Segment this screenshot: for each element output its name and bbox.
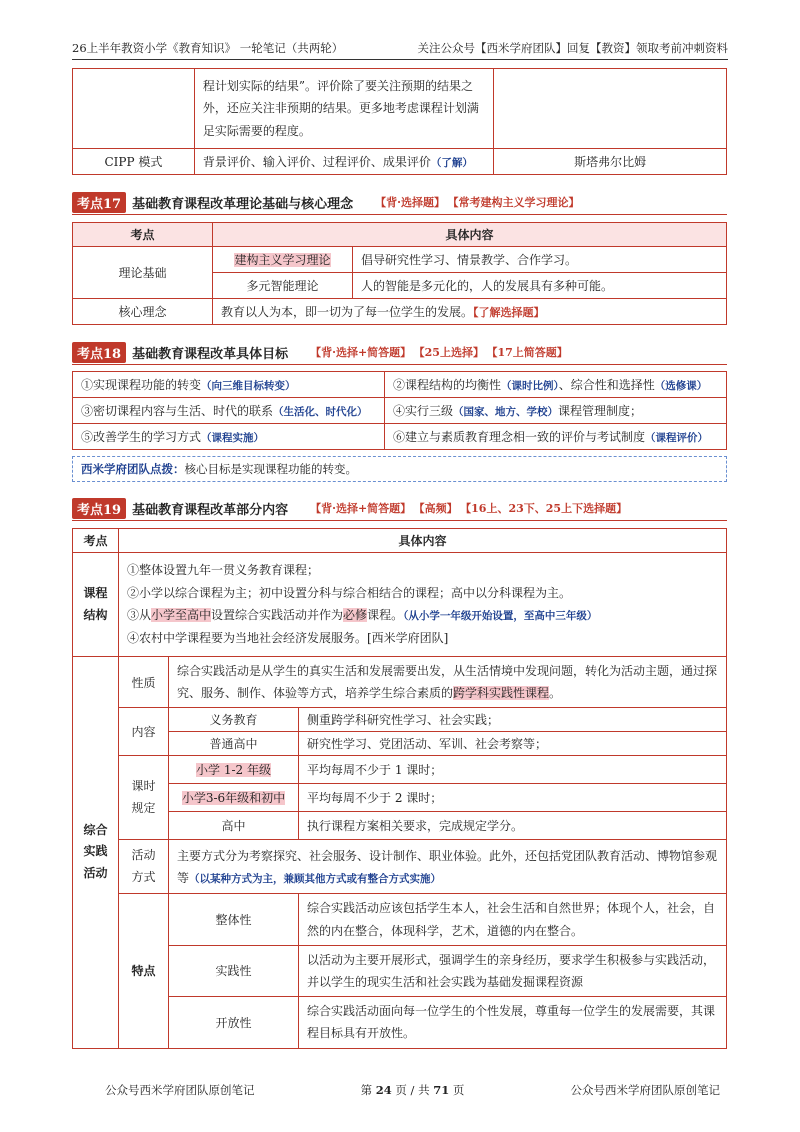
tip-box	[72, 456, 727, 482]
cipp-name: CIPP 模式	[73, 149, 195, 175]
footer-left: 公众号西米学府团队原创笔记	[105, 1083, 255, 1097]
section-17-tag: 考点17	[72, 192, 126, 213]
section-17-rule	[72, 214, 727, 215]
section-19-rule	[72, 520, 727, 521]
content-label: 内容	[119, 708, 169, 756]
content-level-2: 普通高中	[169, 732, 299, 756]
mode-label: 活动方式	[119, 840, 169, 894]
mode-text: 主要方式分为考察探究、社会服务、设计制作、职业体验。此外，还包括党团队教育活动、博物馆参观等（以某种方式为主，兼顾其他方式或有整合方式实施）	[169, 840, 727, 894]
continued-text: 程计划实际的结果”。评价除了要关注预期的结果之外，还应关注非预期的结果。更多地考虑课程计划满足实际需要的程度。	[194, 69, 494, 149]
core-idea-label: 核心理念	[73, 299, 213, 325]
goal-3: ③密切课程内容与生活、时代的联系（生活化、时代化）	[73, 398, 385, 424]
section-17-title: 基础教育课程改革理论基础与核心理念	[132, 196, 354, 212]
section-17-hints: 【背·选择题】 【常考建构主义学习理论】	[375, 196, 580, 209]
feature-name-2: 实践性	[169, 945, 299, 996]
content-desc-1: 侧重跨学科研究性学习、社会实践；	[299, 708, 727, 732]
footer-right: 公众号西米学府团队原创笔记	[570, 1083, 720, 1097]
nature-text: 综合实践活动是从学生的真实生活和发展需要出发，从生活情境中发现问题，转化为活动主题，通过探究、服务、制作、体验等方式，培养学生综合素质的跨学科实践性课程。	[169, 657, 727, 708]
hours-desc-2: 平均每周不少于 2 课时；	[299, 784, 727, 812]
tip-label: 西米学府团队点拨：	[81, 462, 185, 476]
feature-desc-3: 综合实践活动面向每一位学生的个性发展，尊重每一位学生的发展需要，其课程目标具有开放性。	[299, 997, 727, 1048]
col-head-2: 具体内容	[119, 529, 727, 553]
hours-level-3: 高中	[169, 812, 299, 840]
section-19-table	[72, 528, 727, 1049]
section-18-tag: 考点18	[72, 342, 126, 363]
section-17-heading	[72, 192, 587, 212]
section-19-tag: 考点19	[72, 498, 126, 519]
structure-label: 课程结构	[73, 553, 119, 657]
cipp-desc: 背景评价、输入评价、过程评价、成果评价（了解）	[194, 149, 494, 175]
section-18-heading	[72, 342, 576, 362]
hours-level-1: 小学 1-2 年级	[169, 756, 299, 784]
col-head-1: 考点	[73, 529, 119, 553]
section-17-table	[72, 222, 727, 325]
structure-content	[119, 553, 727, 657]
feature-name-3: 开放性	[169, 997, 299, 1048]
section-18-title: 基础教育课程改革具体目标	[132, 346, 289, 362]
goal-6: ⑥建立与素质教育理念相一致的评价与考试制度（课程评价）	[385, 424, 727, 450]
goal-5: ⑤改善学生的学习方式（课程实施）	[73, 424, 385, 450]
core-idea-desc: 教育以人为本，即一切为了每一位学生的发展。【了解选择题】	[213, 299, 727, 325]
page-header	[72, 40, 728, 60]
section-18-rule	[72, 364, 727, 365]
goal-1: ①实现课程功能的转变（向三维目标转变）	[73, 372, 385, 398]
theory-constructivism: 建构主义学习理论	[213, 247, 353, 273]
hours-level-2: 小学3-6年级和初中	[169, 784, 299, 812]
col-head-2: 具体内容	[213, 223, 727, 247]
feature-desc-1: 综合实践活动应该包括学生本人，社会生活和自然世界；体现个人，社会，自然的内在整合，体现科学，艺术，道德的内在整合。	[299, 894, 727, 945]
feature-desc-2: 以活动为主要开展形式，强调学生的亲身经历，要求学生积极参与实践活动，并以学生的现实生活和社会实践为基础发掘课程资源	[299, 945, 727, 996]
section-18-goals-table	[72, 371, 727, 450]
structure-item-2: ②小学以综合课程为主；初中设置分科与综合相结合的课程；高中以分科课程为主。	[127, 585, 572, 600]
structure-item-4: ④农村中学课程要为当地社会经济发展服务。[西米学府团队]	[127, 631, 449, 646]
section-19-heading	[72, 498, 635, 518]
goal-2: ②课程结构的均衡性（课时比例）、综合性和选择性（选修课）	[385, 372, 727, 398]
section-18-hints: 【背·选择+简答题】 【25上选择】 【17上简答题】	[310, 346, 568, 359]
theory-multiple-intelligence-desc: 人的智能是多元化的，人的发展具有多种可能。	[353, 273, 727, 299]
hours-desc-3: 执行课程方案相关要求，完成规定学分。	[299, 812, 727, 840]
feature-label: 特点	[119, 894, 169, 1048]
feature-name-1: 整体性	[169, 894, 299, 945]
goal-4: ④实行三级（国家、地方、学校）课程管理制度；	[385, 398, 727, 424]
content-desc-2: 研究性学习、党团活动、军训、社会考察等；	[299, 732, 727, 756]
activity-label: 综合实践活动	[73, 657, 119, 1049]
theory-multiple-intelligence: 多元智能理论	[213, 273, 353, 299]
cipp-table	[72, 68, 727, 175]
structure-item-3: ③从小学至高中设置综合实践活动并作为必修课程。（从小学一年级开始设置，至高中三年级）	[127, 608, 598, 623]
content-level-1: 义务教育	[169, 708, 299, 732]
section-19-title: 基础教育课程改革部分内容	[132, 502, 289, 518]
theory-basis-label: 理论基础	[73, 247, 213, 299]
nature-label: 性质	[119, 657, 169, 708]
section-19-hints: 【背·选择+简答题】 【高频】 【16上、23下、25上下选择题】	[310, 502, 628, 515]
hours-label: 课时规定	[119, 756, 169, 840]
structure-item-1: ①整体设置九年一贯义务教育课程；	[127, 562, 320, 577]
page-footer	[105, 1082, 720, 1098]
theory-constructivism-desc: 倡导研究性学习、情景教学、合作学习。	[353, 247, 727, 273]
header-left: 26上半年教资小学《教育知识》 一轮笔记（共两轮）	[72, 41, 344, 55]
tip-text: 核心目标是实现课程功能的转变。	[184, 462, 357, 476]
col-head-1: 考点	[73, 223, 213, 247]
cipp-person: 斯塔弗尔比姆	[494, 149, 727, 175]
header-right: 关注公众号【西米学府团队】回复【教资】领取考前冲刺资料	[417, 41, 728, 55]
hours-desc-1: 平均每周不少于 1 课时；	[299, 756, 727, 784]
page-number: 第 24 页 / 共 71 页	[360, 1083, 465, 1097]
